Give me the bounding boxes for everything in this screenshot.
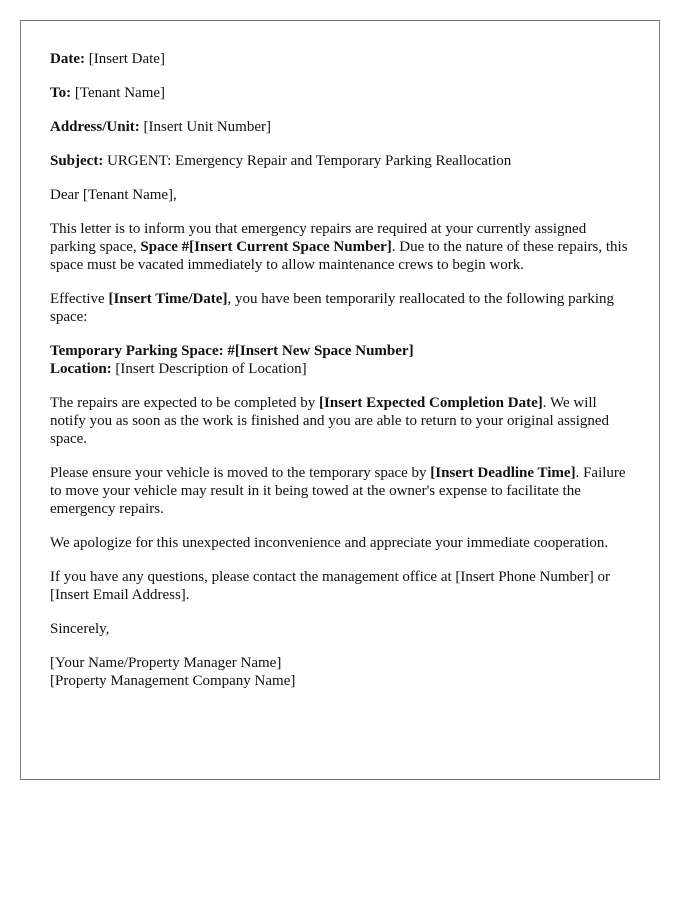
paragraph3-text-after: . We will notify you as soon as the work is finished and you are able to return to your original assigned space.	[50, 395, 610, 447]
deadline-time: [Insert Deadline Time]	[430, 465, 576, 481]
signature-company: [Property Management Company Name]	[50, 673, 296, 689]
paragraph4-text-after: . Failure to move your vehicle may result in it being towed at the owner's expense to facilitate the emergency repairs.	[50, 465, 626, 517]
location-value: [Insert Description of Location]	[115, 361, 307, 377]
to-line	[50, 84, 631, 102]
completion-date: [Insert Expected Completion Date]	[319, 395, 543, 411]
to-label: To:	[50, 85, 72, 101]
paragraph-deadline	[50, 464, 631, 518]
paragraph-completion	[50, 394, 631, 448]
paragraph-reallocation	[50, 290, 631, 326]
address-line	[50, 118, 631, 136]
effective-date: [Insert Time/Date]	[108, 291, 228, 307]
closing: Sincerely,	[50, 621, 110, 637]
to-value: [Tenant Name]	[74, 85, 166, 101]
location-line	[50, 360, 631, 378]
paragraph2-text-after: , you have been temporarily reallocated to the following parking space:	[50, 291, 615, 325]
subject-value: URGENT: Emergency Repair and Temporary Parking Reallocation	[107, 153, 512, 169]
location-label: Location:	[50, 361, 112, 377]
date-line	[50, 50, 631, 68]
address-label: Address/Unit:	[50, 119, 140, 135]
paragraph-contact: If you have any questions, please contact the management office at [Insert Phone Number] or [Insert Email Address].	[50, 569, 610, 603]
paragraph-apology: We apologize for this unexpected inconvenience and appreciate your immediate cooperation.	[50, 535, 609, 551]
current-space-number: Space #[Insert Current Space Number]	[140, 239, 392, 255]
subject-line	[50, 152, 631, 170]
letter-document	[20, 20, 660, 780]
paragraph2-text-before: Effective	[50, 291, 109, 307]
temporary-space-label: Temporary Parking Space: #[Insert New Space Number]	[50, 343, 414, 359]
paragraph-repairs-notice	[50, 220, 631, 274]
temporary-space-line	[50, 342, 631, 360]
signature-name: [Your Name/Property Manager Name]	[50, 655, 282, 671]
salutation: Dear [Tenant Name],	[50, 187, 177, 203]
address-value: [Insert Unit Number]	[143, 119, 271, 135]
paragraph3-text-before: The repairs are expected to be completed by	[50, 395, 320, 411]
paragraph4-text-before: Please ensure your vehicle is moved to the temporary space by	[50, 465, 431, 481]
subject-label: Subject:	[50, 153, 104, 169]
date-label: Date:	[50, 51, 85, 67]
date-value: [Insert Date]	[88, 51, 165, 67]
paragraph1-text-after: . Due to the nature of these repairs, this space must be vacated immediately to allow maintenance crews to begin work.	[50, 239, 628, 273]
paragraph1-text-before: This letter is to inform you that emergency repairs are required at your currently assigned parking space,	[50, 221, 587, 255]
